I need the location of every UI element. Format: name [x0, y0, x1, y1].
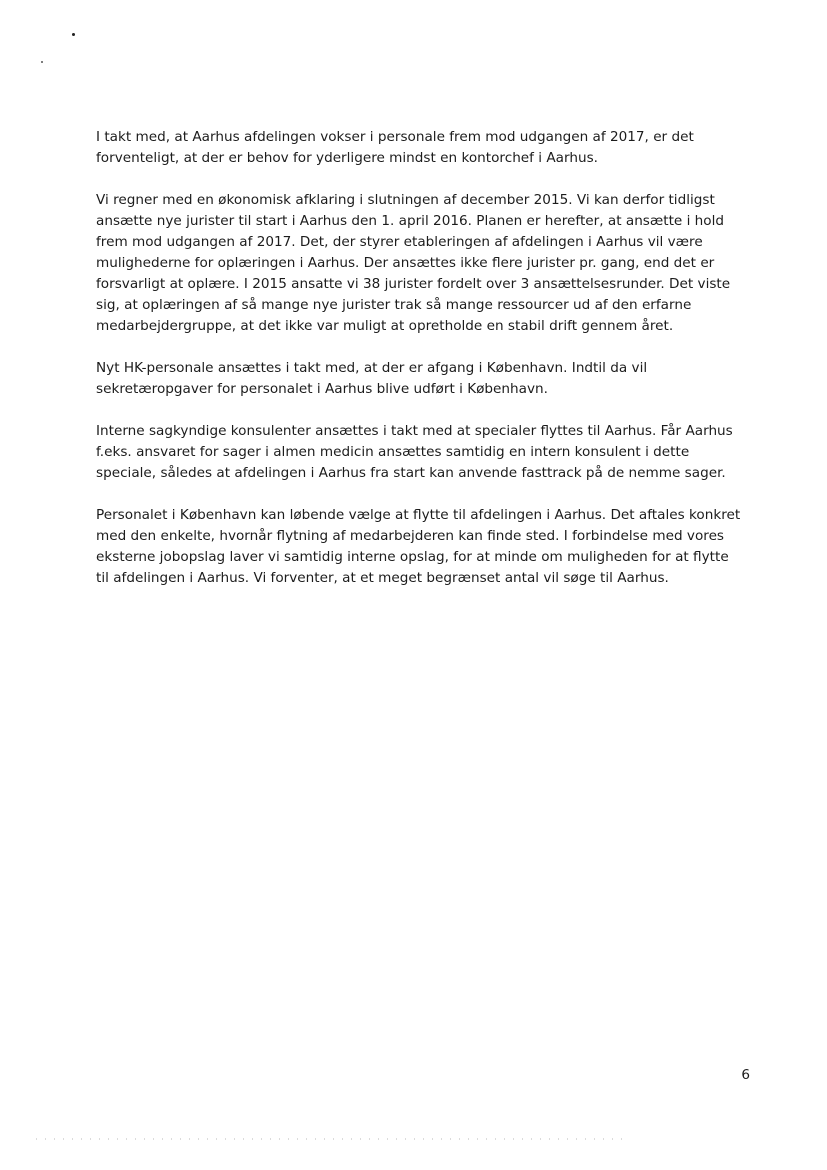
page-number: 6: [741, 1067, 750, 1083]
paragraph-4: Interne sagkyndige konsulenter ansættes i takt med at specialer flyttes til Aarhus. Får Aarhus f.eks. ansvaret for sager i almen medicin ansættes samtidig en intern konsulent i dette speciale, således at afdelingen i Aarhus fra start kan anvende fasttrack på de nemme sager.: [96, 423, 733, 481]
scan-speck: [41, 61, 43, 63]
paragraph-3: Nyt HK-personale ansættes i takt med, at der er afgang i København. Indtil da vil sekretæropgaver for personalet i Aarhus blive udført i København.: [96, 360, 648, 397]
paragraph-1: I takt med, at Aarhus afdelingen vokser i personale frem mod udgangen af 2017, er det forventeligt, at der er behov for yderligere mindst en kontorchef i Aarhus.: [96, 129, 694, 166]
paragraph-5: Personalet i København kan løbende vælge at flytte til afdelingen i Aarhus. Det aftales konkret med den enkelte, hvornår flytning af medarbejderen kan finde sted. I forbindelse med vores eksterne jobopslag laver vi samtidig interne opslag, for at minde om muligheden for at flytte til afdelingen i Aarhus. Vi forventer, at et meget begrænset antal vil søge til Aarhus.: [96, 507, 741, 586]
paragraph-2: Vi regner med en økonomisk afklaring i slutningen af december 2015. Vi kan derfor tidligst ansætte nye jurister til start i Aarhus den 1. april 2016. Planen er herefter, at ansætte i hold frem mod udgangen af 2017. Det, der styrer etableringen af afdelingen i Aarhus vil være mulighederne for oplæringen i Aarhus. Der ansættes ikke flere jurister pr. gang, end det er forsvarligt at oplære. I 2015 ansatte vi 38 jurister fordelt over 3 ansættelsesrunder. Det viste sig, at oplæringen af så mange nye jurister trak så mange ressourcer ud af den erfarne medarbejdergruppe, at det ikke var muligt at opretholde en stabil drift gennem året.: [96, 192, 731, 334]
scan-speck: [72, 33, 75, 36]
scan-noise-strip: [36, 1138, 626, 1140]
document-body: [96, 127, 744, 610]
